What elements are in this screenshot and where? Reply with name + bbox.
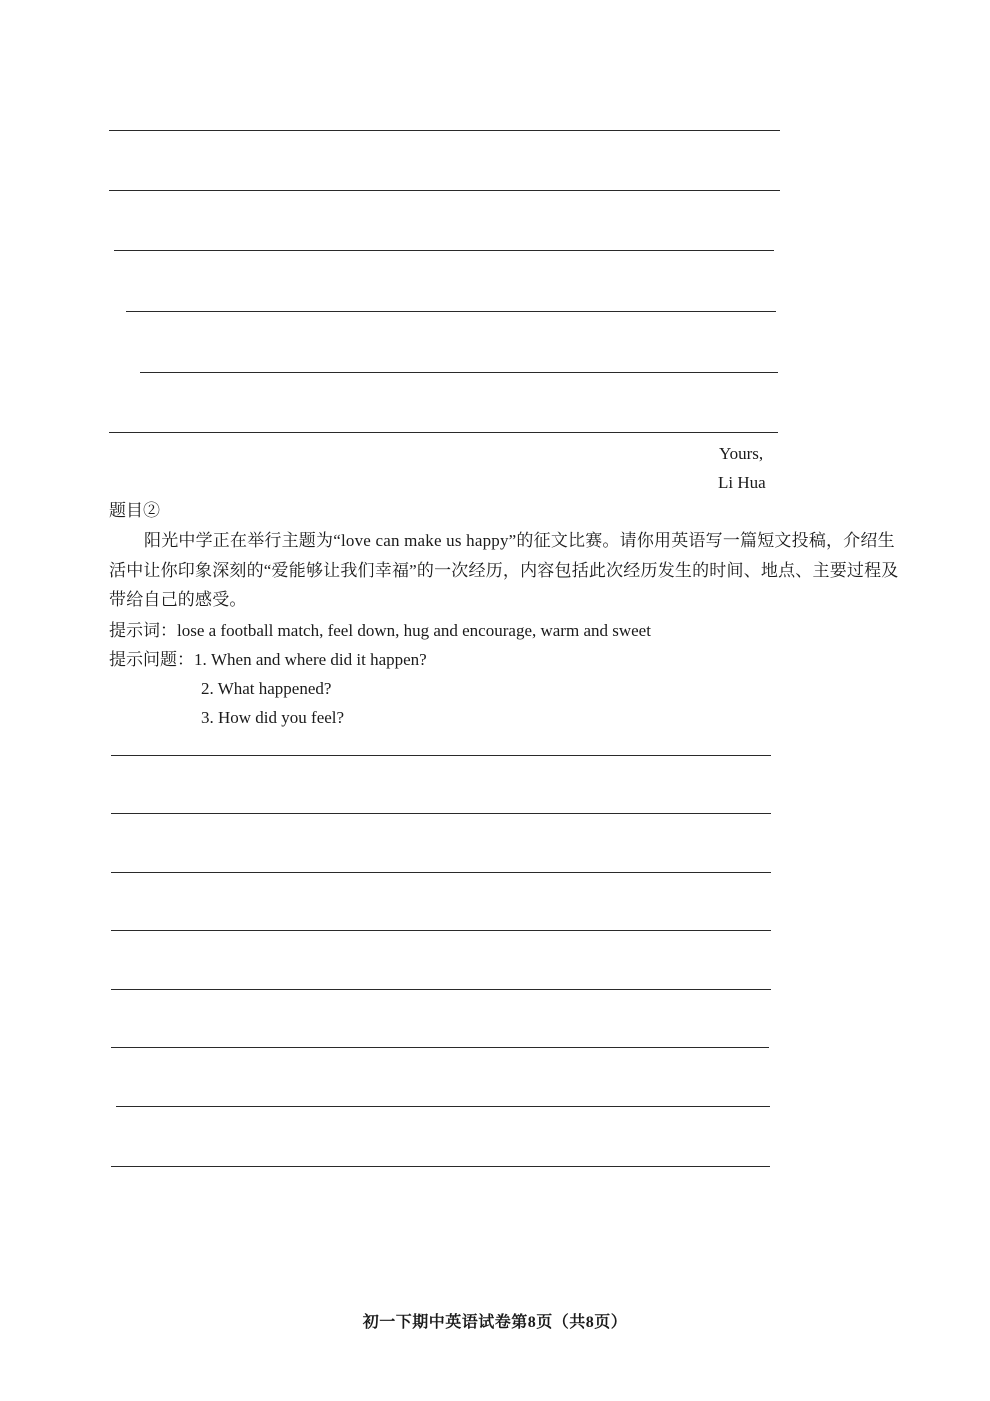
answer-line [116, 1106, 770, 1107]
hint-question: 1. When and where did it happen? [194, 650, 427, 669]
answer-line [111, 989, 771, 990]
answer-line [111, 1166, 770, 1167]
hint-question: 3. How did you feel? [201, 708, 345, 727]
answer-line [111, 813, 771, 814]
hint-words-label: 提示词： [109, 621, 177, 640]
hint-question: 2. What happened? [201, 679, 332, 698]
answer-line [111, 872, 771, 873]
writing-line [140, 372, 778, 373]
page-footer: 初一下期中英语试卷第8页（共8页） [362, 1314, 628, 1331]
hint-questions-row [109, 650, 427, 670]
letter-signature: Li Hua [718, 473, 766, 492]
writing-line [114, 250, 774, 251]
writing-line [126, 311, 776, 312]
hint-questions-label: 提示问题： [109, 650, 194, 669]
topic-prompt: 阳光中学正在举行主题为“love can make us happy”的征文比赛。请你用英语写一篇短文投稿，介绍生活中让你印象深刻的“爱能够让我们幸福”的一次经历，内容包括此次经历发生的时间、地点、主要过程及带给自己的感受。 [109, 531, 899, 609]
hint-words: lose a football match, feel down, hug and encourage, warm and sweet [177, 621, 651, 640]
answer-line [111, 1047, 769, 1048]
writing-line [109, 190, 780, 191]
letter-sign-off: Yours, [719, 444, 764, 463]
writing-line [109, 432, 778, 433]
writing-line [109, 130, 780, 131]
answer-line [111, 755, 771, 756]
answer-line [111, 930, 771, 931]
hint-words-row [109, 621, 651, 641]
topic-heading: 题目② [109, 501, 160, 520]
